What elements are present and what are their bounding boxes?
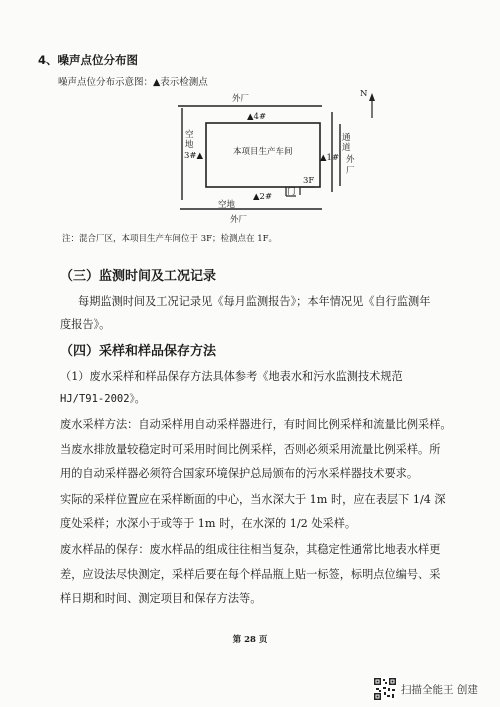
p3-line-1: 实际的采样位置应在采样断面的中心，当水深大于 1m 时，应在表层下 1/4 深 [60,493,446,506]
point-3-label: 3#▲ [184,151,204,161]
scanner-watermark: 扫描全能王 创建 [401,684,478,696]
p2-line-2: 当废水排放量较稳定时可采用时间比例采样，否则必须采用流量比例采样。所 [60,443,441,456]
p1-line-2: HJ/T91-2002》。 [60,393,146,405]
point-1-label: ▲1# [320,153,340,163]
outer-factory-bottom-label: 外厂 [230,215,248,225]
section-3-line-2: 度报告》。 [60,318,111,331]
north-arrow-head [369,93,375,101]
section-iv-heading: （四）采样和样品保存方法 [60,344,217,359]
outer-factory-top-label: 外厂 [232,94,250,104]
p4-line-2: 差，应设法尽快测定，采样后要在每个样品瓶上贴一标签，标明点位编号、采 [60,568,441,581]
p4-line-1: 废水样品的保存：废水样品的组成往往相当复杂，其稳定性通常比地表水样更 [60,543,441,556]
floor-label: 3F [303,176,315,186]
door-glyph: 门 [287,187,296,197]
outer-factory-right-2: 厂 [346,166,355,176]
p2-line-3: 用的自动采样器必须符合国家环境保护总局颁布的污水采样器技术要求。 [60,467,419,480]
p3-line-2: 度处采样；水深小于或等于 1m 时，在水深的 1/2 处采样。 [60,517,357,530]
p2-line-1: 废水采样方法：自动采样用自动采样器进行，有时间比例采样和流量比例采样。 [60,418,452,431]
section-4-heading: 4、噪声点位分布图 [38,53,139,67]
qr-code-icon [373,677,397,701]
section-3-heading: （三）监测时间及工况记录 [60,269,217,284]
diagram-legend: 噪声点位分布示意图：▲表示检测点 [58,77,208,88]
section-3-line-1: 每期监测时间及工况记录见《每月监测报告》；本年情况见《自行监测年 [78,295,431,308]
empty-land-left-1: 空 [185,130,194,140]
building-label: 本项目生产车间 [233,147,293,157]
p1-line-1: （1）废水采样和样品保存方法具体参考《地表水和污水监测技术规范 [60,370,403,383]
p4-line-3: 样日期和时间、测定项目和保存方法等。 [60,592,262,605]
empty-land-left-2: 地 [185,140,194,150]
north-label: N [360,89,368,99]
point-4-label: ▲4# [247,112,267,122]
road-label-1: 通 [342,133,351,143]
page-number: 第 28 页 [232,635,268,645]
road-label-2: 道 [342,143,351,153]
point-2-label: ▲2# [253,192,273,202]
diagram-note: 注：混合厂区，本项目生产车间位于 3F；检测点在 1F。 [62,234,278,244]
outer-factory-right-1: 外 [346,155,355,165]
empty-land-bottom-label: 空地 [218,200,236,210]
